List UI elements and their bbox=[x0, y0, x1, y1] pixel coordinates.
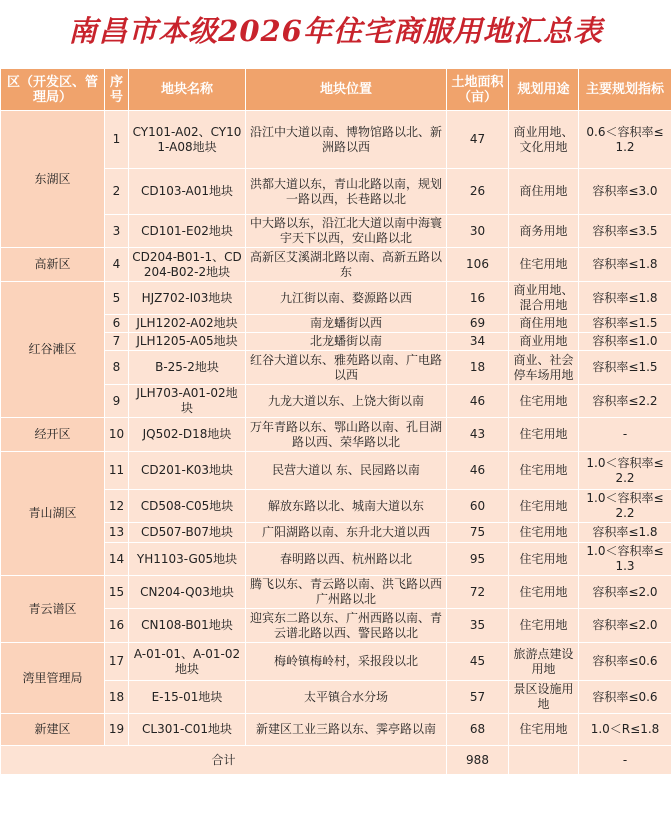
table-row bbox=[1, 452, 671, 490]
index-cell: 容积率≤3.0 bbox=[579, 169, 671, 215]
table-header bbox=[1, 69, 671, 111]
location-cell: 九龙大道以东、上饶大街以南 bbox=[246, 385, 447, 418]
index-cell: 1.0＜R≤1.8 bbox=[579, 714, 671, 746]
plot-name-cell: CD103-A01地块 bbox=[129, 169, 246, 215]
plot-name-cell: JLH703-A01-02地块 bbox=[129, 385, 246, 418]
location-cell: 春明路以西、杭州路以北 bbox=[246, 543, 447, 576]
index-cell: - bbox=[579, 418, 671, 452]
total-row bbox=[1, 746, 671, 775]
index-cell: 容积率≤1.8 bbox=[579, 523, 671, 543]
row-number-cell: 14 bbox=[105, 543, 129, 576]
row-number-cell: 16 bbox=[105, 609, 129, 643]
header-index: 主要规划指标 bbox=[579, 69, 671, 111]
plot-name-cell: CN108-B01地块 bbox=[129, 609, 246, 643]
plot-name-cell: CY101-A02、CY101-A08地块 bbox=[129, 111, 246, 169]
area-cell: 68 bbox=[447, 714, 509, 746]
area-cell: 57 bbox=[447, 681, 509, 714]
header-plot-name: 地块名称 bbox=[129, 69, 246, 111]
land-summary-table bbox=[0, 68, 671, 775]
district-cell: 青山湖区 bbox=[1, 452, 105, 576]
plot-name-cell: CD201-K03地块 bbox=[129, 452, 246, 490]
location-cell: 北龙蟠街以南 bbox=[246, 333, 447, 351]
index-cell: 容积率≤3.5 bbox=[579, 215, 671, 248]
plot-name-cell: JLH1205-A05地块 bbox=[129, 333, 246, 351]
location-cell: 九江街以南、婺源路以西 bbox=[246, 282, 447, 315]
total-use-empty bbox=[509, 746, 579, 775]
location-cell: 洪都大道以东，青山北路以南，规划一路以西，长巷路以北 bbox=[246, 169, 447, 215]
index-cell: 1.0＜容积率≤1.3 bbox=[579, 543, 671, 576]
use-cell: 住宅用地 bbox=[509, 418, 579, 452]
row-number-cell: 5 bbox=[105, 282, 129, 315]
index-cell: 容积率≤1.5 bbox=[579, 351, 671, 385]
location-cell: 红谷大道以东、雅苑路以南、广电路以西 bbox=[246, 351, 447, 385]
plot-name-cell: E-15-01地块 bbox=[129, 681, 246, 714]
district-cell: 新建区 bbox=[1, 714, 105, 746]
index-cell: 1.0＜容积率≤2.2 bbox=[579, 452, 671, 490]
use-cell: 商业、社会停车场用地 bbox=[509, 351, 579, 385]
index-cell: 容积率≤2.0 bbox=[579, 609, 671, 643]
plot-name-cell: CD101-E02地块 bbox=[129, 215, 246, 248]
area-cell: 30 bbox=[447, 215, 509, 248]
use-cell: 旅游点建设用地 bbox=[509, 643, 579, 681]
plot-name-cell: CL301-C01地块 bbox=[129, 714, 246, 746]
area-cell: 34 bbox=[447, 333, 509, 351]
row-number-cell: 15 bbox=[105, 576, 129, 609]
page-title: 南昌市本级2026年住宅商服用地汇总表 bbox=[68, 13, 603, 48]
district-cell: 湾里管理局 bbox=[1, 643, 105, 714]
plot-name-cell: CD204-B01-1、CD204-B02-2地块 bbox=[129, 248, 246, 282]
area-cell: 46 bbox=[447, 385, 509, 418]
location-cell: 梅岭镇梅岭村，采报段以北 bbox=[246, 643, 447, 681]
header-use: 规划用途 bbox=[509, 69, 579, 111]
location-cell: 迎宾东二路以东、广州西路以南、青云谱北路以西、警民路以北 bbox=[246, 609, 447, 643]
total-area: 988 bbox=[447, 746, 509, 775]
row-number-cell: 9 bbox=[105, 385, 129, 418]
area-cell: 95 bbox=[447, 543, 509, 576]
use-cell: 住宅用地 bbox=[509, 490, 579, 523]
table-row bbox=[1, 418, 671, 452]
row-number-cell: 3 bbox=[105, 215, 129, 248]
row-number-cell: 18 bbox=[105, 681, 129, 714]
location-cell: 民营大道以 东、民园路以南 bbox=[246, 452, 447, 490]
index-cell: 容积率≤1.8 bbox=[579, 248, 671, 282]
area-cell: 46 bbox=[447, 452, 509, 490]
header-location: 地块位置 bbox=[246, 69, 447, 111]
table-row bbox=[1, 111, 671, 169]
table-row bbox=[1, 714, 671, 746]
table-row bbox=[1, 576, 671, 609]
area-cell: 72 bbox=[447, 576, 509, 609]
area-cell: 47 bbox=[447, 111, 509, 169]
index-cell: 容积率≤0.6 bbox=[579, 643, 671, 681]
row-number-cell: 6 bbox=[105, 315, 129, 333]
use-cell: 商住用地 bbox=[509, 315, 579, 333]
use-cell: 住宅用地 bbox=[509, 714, 579, 746]
location-cell: 万年青路以东、鄂山路以南、孔目湖路以西、荣华路以北 bbox=[246, 418, 447, 452]
use-cell: 住宅用地 bbox=[509, 248, 579, 282]
location-cell: 广阳湖路以南、东升北大道以西 bbox=[246, 523, 447, 543]
use-cell: 住宅用地 bbox=[509, 609, 579, 643]
plot-name-cell: HJZ702-I03地块 bbox=[129, 282, 246, 315]
use-cell: 商业用地 bbox=[509, 333, 579, 351]
index-cell: 容积率≤2.0 bbox=[579, 576, 671, 609]
row-number-cell: 17 bbox=[105, 643, 129, 681]
district-cell: 东湖区 bbox=[1, 111, 105, 248]
plot-name-cell: CD508-C05地块 bbox=[129, 490, 246, 523]
plot-name-cell: CD507-B07地块 bbox=[129, 523, 246, 543]
use-cell: 住宅用地 bbox=[509, 452, 579, 490]
table-row bbox=[1, 248, 671, 282]
area-cell: 45 bbox=[447, 643, 509, 681]
total-label: 合计 bbox=[1, 746, 447, 775]
plot-name-cell: JQ502-D18地块 bbox=[129, 418, 246, 452]
total-index: - bbox=[579, 746, 671, 775]
use-cell: 商务用地 bbox=[509, 215, 579, 248]
plot-name-cell: B-25-2地块 bbox=[129, 351, 246, 385]
index-cell: 容积率≤1.5 bbox=[579, 315, 671, 333]
district-cell: 高新区 bbox=[1, 248, 105, 282]
index-cell: 容积率≤1.0 bbox=[579, 333, 671, 351]
table-row bbox=[1, 282, 671, 315]
district-cell: 经开区 bbox=[1, 418, 105, 452]
area-cell: 16 bbox=[447, 282, 509, 315]
use-cell: 住宅用地 bbox=[509, 385, 579, 418]
location-cell: 新建区工业三路以东、霁亭路以南 bbox=[246, 714, 447, 746]
location-cell: 南龙蟠街以西 bbox=[246, 315, 447, 333]
area-cell: 43 bbox=[447, 418, 509, 452]
use-cell: 商业用地、混合用地 bbox=[509, 282, 579, 315]
row-number-cell: 19 bbox=[105, 714, 129, 746]
row-number-cell: 2 bbox=[105, 169, 129, 215]
use-cell: 商业用地、文化用地 bbox=[509, 111, 579, 169]
area-cell: 106 bbox=[447, 248, 509, 282]
row-number-cell: 12 bbox=[105, 490, 129, 523]
use-cell: 商住用地 bbox=[509, 169, 579, 215]
location-cell: 高新区艾溪湖北路以南、高新五路以东 bbox=[246, 248, 447, 282]
index-cell: 容积率≤2.2 bbox=[579, 385, 671, 418]
table-body bbox=[1, 111, 671, 775]
use-cell: 景区设施用地 bbox=[509, 681, 579, 714]
area-cell: 18 bbox=[447, 351, 509, 385]
row-number-cell: 7 bbox=[105, 333, 129, 351]
index-cell: 1.0＜容积率≤2.2 bbox=[579, 490, 671, 523]
area-cell: 60 bbox=[447, 490, 509, 523]
use-cell: 住宅用地 bbox=[509, 576, 579, 609]
location-cell: 太平镇合水分场 bbox=[246, 681, 447, 714]
plot-name-cell: JLH1202-A02地块 bbox=[129, 315, 246, 333]
location-cell: 解放东路以北、城南大道以东 bbox=[246, 490, 447, 523]
index-cell: 容积率≤0.6 bbox=[579, 681, 671, 714]
table-row bbox=[1, 643, 671, 681]
row-number-cell: 13 bbox=[105, 523, 129, 543]
row-number-cell: 10 bbox=[105, 418, 129, 452]
district-cell: 青云谱区 bbox=[1, 576, 105, 643]
row-number-cell: 1 bbox=[105, 111, 129, 169]
header-no: 序号 bbox=[105, 69, 129, 111]
header-district: 区（开发区、管理局） bbox=[1, 69, 105, 111]
row-number-cell: 8 bbox=[105, 351, 129, 385]
location-cell: 中大路以东，沿江北大道以南中海寰宇天下以西，安山路以北 bbox=[246, 215, 447, 248]
header-area: 土地面积（亩） bbox=[447, 69, 509, 111]
index-cell: 容积率≤1.8 bbox=[579, 282, 671, 315]
location-cell: 腾飞以东、青云路以南、洪飞路以西广州路以北 bbox=[246, 576, 447, 609]
district-cell: 红谷滩区 bbox=[1, 282, 105, 418]
area-cell: 69 bbox=[447, 315, 509, 333]
use-cell: 住宅用地 bbox=[509, 523, 579, 543]
plot-name-cell: CN204-Q03地块 bbox=[129, 576, 246, 609]
index-cell: 0.6＜容积率≤1.2 bbox=[579, 111, 671, 169]
area-cell: 75 bbox=[447, 523, 509, 543]
row-number-cell: 11 bbox=[105, 452, 129, 490]
use-cell: 住宅用地 bbox=[509, 543, 579, 576]
area-cell: 26 bbox=[447, 169, 509, 215]
row-number-cell: 4 bbox=[105, 248, 129, 282]
plot-name-cell: A-01-01、A-01-02地块 bbox=[129, 643, 246, 681]
area-cell: 35 bbox=[447, 609, 509, 643]
location-cell: 沿江中大道以南、博物馆路以北、新洲路以西 bbox=[246, 111, 447, 169]
plot-name-cell: YH1103-G05地块 bbox=[129, 543, 246, 576]
